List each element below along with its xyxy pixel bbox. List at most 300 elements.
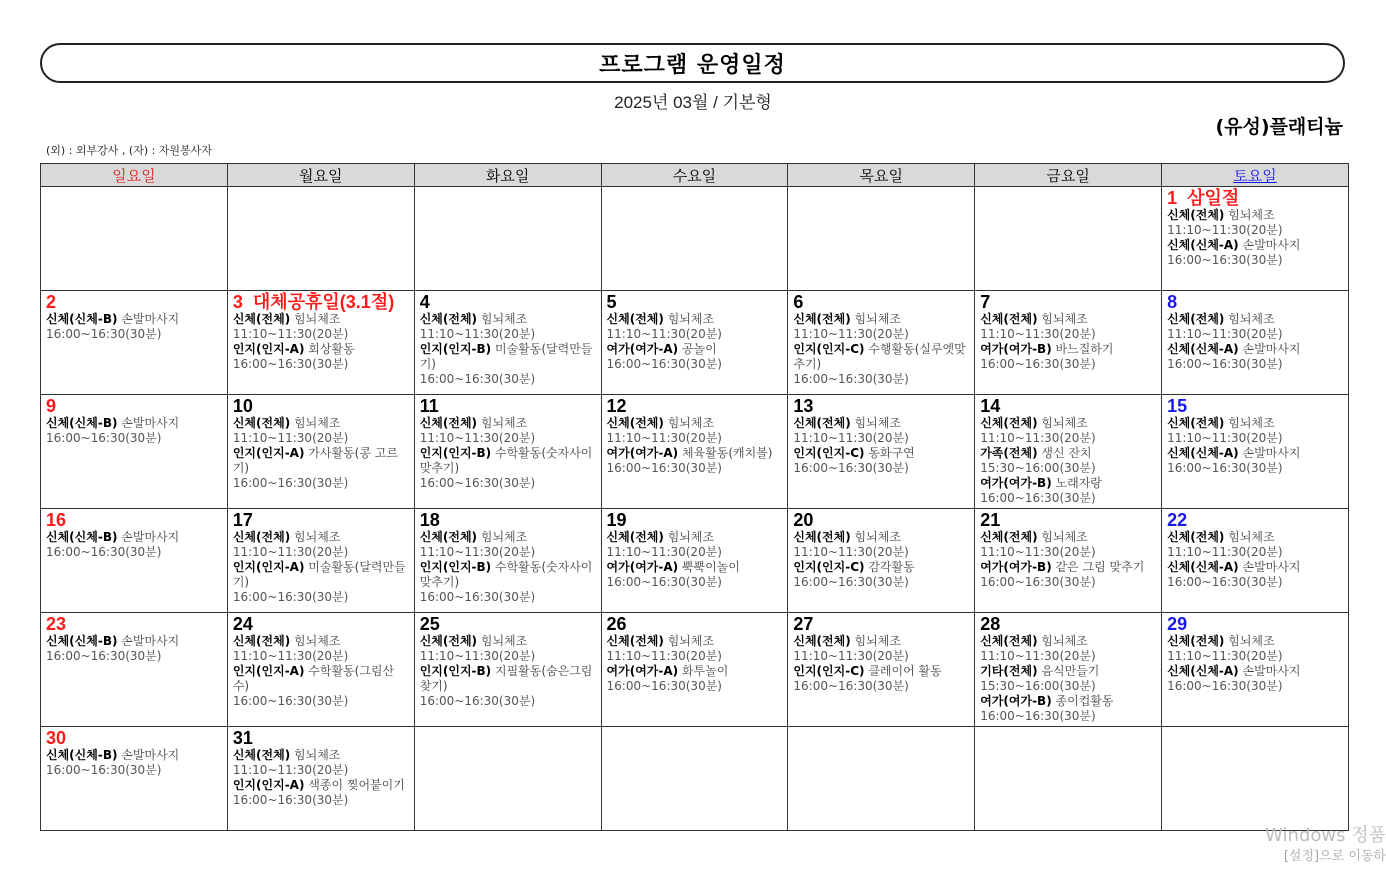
event-category: 인지(인지-A): [232, 342, 305, 356]
day-number-text: 3: [232, 292, 243, 312]
event-activity: 힘뇌체조: [1041, 530, 1088, 544]
calendar-week-row: [41, 395, 1349, 509]
event-category: 인지(인지-C): [793, 446, 865, 460]
program-event: [793, 446, 970, 476]
event-time: 16:00~16:30(30분): [793, 461, 909, 475]
program-event: [420, 560, 597, 605]
event-activity: 힘뇌체조: [294, 634, 341, 648]
program-event: [1167, 208, 1344, 238]
calendar-empty-cell: [414, 187, 601, 291]
event-category: 신체(전체): [793, 530, 851, 544]
event-activity: 뿍뿍이놀이: [681, 560, 740, 574]
program-event: [1167, 446, 1344, 476]
event-category: 여가(여가-A): [606, 560, 679, 574]
title-box: [40, 43, 1345, 83]
day-number-text: 22: [1167, 510, 1188, 530]
event-time: 16:00~16:30(30분): [606, 679, 722, 693]
event-category: 인지(인지-A): [232, 560, 305, 574]
calendar-empty-cell: [788, 727, 975, 831]
event-category: 신체(전체): [1167, 312, 1225, 326]
day-number: [420, 511, 597, 530]
event-time: 11:10~11:30(20분): [232, 431, 349, 445]
event-activity: 손발마사지: [121, 530, 180, 544]
day-number: [1167, 397, 1344, 416]
event-time: 11:10~11:30(20분): [232, 545, 349, 559]
calendar-day-cell: [227, 509, 414, 613]
day-number: [1167, 189, 1344, 208]
calendar-week-row: [41, 727, 1349, 831]
event-activity: 수학활동(숫자사이 맞추기): [419, 446, 593, 475]
calendar-empty-cell: [601, 727, 788, 831]
day-number-text: 24: [232, 614, 253, 634]
program-event: [233, 312, 410, 342]
event-activity: 수학활동(숫자사이 맞추기): [419, 560, 593, 589]
day-number-text: 19: [606, 510, 627, 530]
calendar-day-cell: [601, 613, 788, 727]
program-event: [607, 530, 784, 560]
event-activity: 힘뇌체조: [1041, 312, 1088, 326]
event-category: 신체(전체): [606, 312, 664, 326]
program-event: [1167, 664, 1344, 694]
day-number: [46, 293, 223, 312]
program-event: [1167, 312, 1344, 342]
day-number-text: 5: [606, 292, 617, 312]
day-number-text: 26: [606, 614, 627, 634]
watermark-line1: Windows 정품: [1265, 825, 1386, 846]
event-activity: 힘뇌체조: [854, 634, 901, 648]
event-activity: 손발마사지: [1242, 238, 1301, 252]
day-number-text: 7: [980, 292, 991, 312]
event-time: 11:10~11:30(20분): [793, 327, 909, 341]
event-time: 11:10~11:30(20분): [606, 649, 722, 663]
program-event: [980, 476, 1157, 506]
event-time: 16:00~16:30(30분): [1167, 461, 1283, 475]
event-time: 16:00~16:30(30분): [980, 575, 1096, 589]
event-category: 여가(여가-B): [980, 342, 1052, 356]
event-category: 신체(신체-B): [46, 416, 118, 430]
calendar-day-cell: [41, 291, 228, 395]
program-event: [793, 416, 970, 446]
event-time: 16:00~16:30(30분): [232, 357, 349, 371]
day-number: [233, 293, 410, 312]
event-activity: 힘뇌체조: [1228, 416, 1275, 430]
event-activity: 색종이 찢어붙이기: [308, 778, 405, 792]
program-event: [233, 560, 410, 605]
event-activity: 힘뇌체조: [480, 416, 528, 430]
event-time: 16:00~16:30(30분): [232, 793, 349, 807]
day-number-text: 18: [419, 510, 440, 530]
event-time: 16:00~16:30(30분): [980, 709, 1096, 723]
event-category: 인지(인지-A): [232, 664, 305, 678]
calendar-empty-cell: [414, 727, 601, 831]
event-category: 신체(전체): [1167, 208, 1225, 222]
calendar-day-cell: [1162, 509, 1349, 613]
legend-note: (외) : 외부강사 , (자) : 자원봉사자: [46, 144, 212, 157]
event-category: 인지(인지-B): [419, 560, 492, 574]
calendar-day-cell: [41, 395, 228, 509]
event-category: 인지(인지-C): [793, 342, 865, 356]
program-event: [980, 530, 1157, 560]
program-event: [420, 312, 597, 342]
event-activity: 수학활동(그림산수): [232, 664, 395, 693]
day-number-text: 1: [1167, 188, 1178, 208]
event-category: 신체(전체): [232, 530, 291, 544]
event-activity: 힘뇌체조: [480, 634, 528, 648]
event-category: 기타(전체): [980, 664, 1038, 678]
day-number: [46, 511, 223, 530]
event-category: 신체(전체): [419, 312, 478, 326]
day-number-text: 8: [1167, 292, 1178, 312]
event-activity: 감각활동: [868, 560, 915, 574]
calendar-week-row: [41, 291, 1349, 395]
day-number-text: 14: [980, 396, 1001, 416]
day-number: [980, 615, 1157, 634]
program-event: [420, 634, 597, 664]
calendar-day-cell: [975, 509, 1162, 613]
day-number: [793, 397, 970, 416]
event-activity: 힘뇌체조: [480, 312, 528, 326]
event-activity: 힘뇌체조: [667, 416, 715, 430]
calendar-empty-cell: [975, 727, 1162, 831]
event-time: 16:00~16:30(30분): [46, 327, 162, 341]
event-time: 16:00~16:30(30분): [793, 372, 909, 386]
event-activity: 힘뇌체조: [294, 530, 341, 544]
event-category: 여가(여가-B): [980, 560, 1052, 574]
event-time: 16:00~16:30(30분): [606, 575, 722, 589]
program-event: [980, 694, 1157, 724]
program-event: [793, 560, 970, 590]
event-time: 16:00~16:30(30분): [232, 476, 349, 490]
day-number: [46, 397, 223, 416]
calendar-week-row: [41, 509, 1349, 613]
calendar-day-cell: [601, 509, 788, 613]
day-number-text: 4: [419, 292, 430, 312]
event-activity: 손발마사지: [1242, 560, 1301, 574]
subtitle: 2025년 03월 / 기본형: [614, 93, 772, 112]
event-time: 11:10~11:30(20분): [793, 545, 909, 559]
calendar-day-cell: [601, 395, 788, 509]
day-number-text: 25: [419, 614, 440, 634]
event-activity: 회상활동: [308, 342, 355, 356]
day-number: [980, 511, 1157, 530]
day-number: [420, 615, 597, 634]
day-number: [420, 293, 597, 312]
event-activity: 힘뇌체조: [480, 530, 528, 544]
event-activity: 바느질하기: [1055, 342, 1114, 356]
event-activity: 화투놀이: [681, 664, 729, 678]
event-activity: 가사활동(콩 고르기): [232, 446, 398, 475]
event-category: 신체(전체): [606, 634, 664, 648]
event-category: 신체(신체-B): [46, 530, 118, 544]
event-activity: 손발마사지: [1242, 446, 1301, 460]
day-number: [46, 729, 223, 748]
event-time: 16:00~16:30(30분): [46, 649, 162, 663]
calendar-day-cell: [975, 613, 1162, 727]
calendar-day-cell: [975, 395, 1162, 509]
day-number-text: 13: [793, 396, 814, 416]
event-activity: 동화구연: [868, 446, 915, 460]
calendar-day-cell: [227, 291, 414, 395]
event-activity: 힘뇌체조: [1228, 208, 1275, 222]
event-time: 15:30~16:00(30분): [980, 679, 1096, 693]
program-event: [607, 664, 784, 694]
event-time: 11:10~11:30(20분): [419, 327, 536, 341]
calendar-body: [41, 187, 1349, 831]
event-time: 11:10~11:30(20분): [1167, 545, 1283, 559]
program-event: [233, 664, 410, 709]
weekday-sunday: 일요일: [41, 164, 228, 187]
event-time: 11:10~11:30(20분): [1167, 649, 1283, 663]
event-category: 신체(전체): [232, 634, 291, 648]
day-number: [607, 397, 784, 416]
event-activity: 힘뇌체조: [1041, 634, 1088, 648]
program-event: [46, 748, 223, 778]
event-category: 여가(여가-A): [606, 342, 679, 356]
event-activity: 힘뇌체조: [854, 416, 901, 430]
day-number-text: 20: [793, 510, 814, 530]
program-event: [980, 342, 1157, 372]
day-number-text: 29: [1167, 614, 1188, 634]
event-time: 11:10~11:30(20분): [606, 431, 722, 445]
day-number-text: 11: [419, 396, 439, 416]
event-category: 인지(인지-A): [232, 446, 305, 460]
program-event: [607, 416, 784, 446]
event-activity: 손발마사지: [121, 634, 180, 648]
day-number-text: 2: [46, 292, 57, 312]
calendar-day-cell: [1162, 395, 1349, 509]
day-number-text: 21: [980, 510, 1001, 530]
program-event: [980, 416, 1157, 446]
event-activity: 손발마사지: [1242, 664, 1301, 678]
event-activity: 힘뇌체조: [667, 634, 715, 648]
program-event: [233, 342, 410, 372]
day-number: [607, 511, 784, 530]
calendar-day-cell: [414, 613, 601, 727]
day-number-text: 6: [793, 292, 804, 312]
event-category: 여가(여가-B): [980, 476, 1052, 490]
event-activity: 손발마사지: [121, 748, 180, 762]
event-time: 11:10~11:30(20분): [1167, 327, 1283, 341]
program-event: [46, 312, 223, 342]
calendar-day-cell: [788, 395, 975, 509]
event-time: 11:10~11:30(20분): [980, 327, 1096, 341]
event-time: 16:00~16:30(30분): [793, 575, 909, 589]
event-category: 신체(신체-A): [1167, 446, 1239, 460]
event-activity: 힘뇌체조: [1228, 634, 1275, 648]
calendar-day-cell: [1162, 613, 1349, 727]
program-event: [46, 634, 223, 664]
calendar-empty-cell: [1162, 727, 1349, 831]
event-category: 신체(전체): [606, 416, 664, 430]
event-category: 가족(전체): [980, 446, 1038, 460]
program-event: [607, 634, 784, 664]
calendar-day-cell: [1162, 187, 1349, 291]
calendar-day-cell: [414, 291, 601, 395]
program-event: [607, 312, 784, 342]
program-event: [1167, 530, 1344, 560]
event-category: 인지(인지-C): [793, 560, 865, 574]
calendar-day-cell: [414, 509, 601, 613]
event-activity: 지필활동(숨은그림 찾기): [419, 664, 593, 693]
program-event: [980, 312, 1157, 342]
day-number: [233, 729, 410, 748]
program-event: [233, 778, 410, 808]
event-category: 신체(신체-A): [1167, 238, 1239, 252]
event-activity: 생신 잔치: [1041, 446, 1092, 460]
calendar-day-cell: [41, 509, 228, 613]
calendar-day-cell: [788, 291, 975, 395]
day-number-text: 28: [980, 614, 1001, 634]
event-time: 16:00~16:30(30분): [606, 357, 722, 371]
program-event: [607, 560, 784, 590]
program-event: [420, 530, 597, 560]
event-category: 신체(신체-A): [1167, 560, 1239, 574]
day-number-text: 31: [232, 728, 253, 748]
calendar-empty-cell: [601, 187, 788, 291]
calendar-day-cell: [227, 395, 414, 509]
weekday-saturday: 토요일: [1162, 164, 1349, 187]
day-number-text: 23: [46, 614, 67, 634]
event-activity: 체육활동(캐치볼): [681, 446, 773, 460]
event-time: 16:00~16:30(30분): [1167, 679, 1283, 693]
day-number: [793, 511, 970, 530]
calendar-day-cell: [975, 291, 1162, 395]
weekday-wednesday: 수요일: [601, 164, 788, 187]
program-event: [420, 664, 597, 709]
program-event: [607, 342, 784, 372]
event-category: 여가(여가-B): [980, 694, 1052, 708]
day-number: [233, 397, 410, 416]
event-time: 16:00~16:30(30분): [419, 590, 536, 604]
calendar-day-cell: [788, 613, 975, 727]
event-category: 신체(전체): [793, 634, 851, 648]
event-category: 신체(전체): [232, 312, 291, 326]
event-category: 신체(전체): [232, 748, 291, 762]
event-activity: 노래자랑: [1055, 476, 1102, 490]
day-number-text: 17: [232, 510, 253, 530]
event-time: 11:10~11:30(20분): [793, 431, 909, 445]
day-number: [420, 397, 597, 416]
event-time: 11:10~11:30(20분): [419, 431, 536, 445]
holiday-label: 대체공휴일(3.1절): [252, 292, 395, 312]
event-activity: 힘뇌체조: [854, 530, 901, 544]
program-event: [420, 342, 597, 387]
event-time: 11:10~11:30(20분): [232, 649, 349, 663]
calendar-week-row: [41, 613, 1349, 727]
program-event: [420, 446, 597, 491]
weekday-header-row: [41, 164, 1349, 187]
event-time: 16:00~16:30(30분): [419, 372, 536, 386]
event-time: 16:00~16:30(30분): [1167, 575, 1283, 589]
program-event: [233, 748, 410, 778]
event-time: 16:00~16:30(30분): [1167, 253, 1283, 267]
event-activity: 힘뇌체조: [294, 312, 341, 326]
weekday-monday: 월요일: [227, 164, 414, 187]
event-time: 11:10~11:30(20분): [606, 545, 722, 559]
day-number-text: 10: [232, 396, 253, 416]
day-number-text: 12: [606, 396, 627, 416]
weekday-tuesday: 화요일: [414, 164, 601, 187]
event-time: 15:30~16:00(30분): [980, 461, 1096, 475]
event-activity: 미술활동(달력만들기): [232, 560, 406, 589]
event-category: 신체(신체-A): [1167, 664, 1239, 678]
program-event: [46, 416, 223, 446]
event-activity: 힘뇌체조: [1228, 312, 1275, 326]
program-event: [1167, 416, 1344, 446]
event-category: 신체(전체): [1167, 416, 1225, 430]
event-category: 신체(전체): [980, 312, 1038, 326]
day-number-text: 27: [793, 614, 814, 634]
program-event: [793, 664, 970, 694]
event-time: 11:10~11:30(20분): [232, 763, 349, 777]
event-time: 16:00~16:30(30분): [1167, 357, 1283, 371]
day-number-text: 30: [46, 728, 67, 748]
event-activity: 힘뇌체조: [667, 312, 715, 326]
program-event: [980, 446, 1157, 476]
event-activity: 미술활동(달력만들기): [419, 342, 593, 371]
program-event: [233, 446, 410, 491]
program-event: [420, 416, 597, 446]
program-event: [793, 342, 970, 387]
day-number-text: 16: [46, 510, 67, 530]
event-time: 11:10~11:30(20분): [1167, 223, 1283, 237]
event-time: 11:10~11:30(20분): [419, 545, 536, 559]
event-activity: 같은 그림 맞추기: [1055, 560, 1145, 574]
day-number: [607, 293, 784, 312]
calendar-empty-cell: [41, 187, 228, 291]
program-event: [793, 530, 970, 560]
event-activity: 힘뇌체조: [667, 530, 715, 544]
event-time: 16:00~16:30(30분): [46, 763, 162, 777]
day-number: [233, 615, 410, 634]
event-time: 11:10~11:30(20분): [980, 649, 1096, 663]
event-category: 신체(전체): [419, 634, 478, 648]
event-category: 여가(여가-A): [606, 446, 679, 460]
calendar-empty-cell: [788, 187, 975, 291]
event-time: 16:00~16:30(30분): [793, 679, 909, 693]
calendar-empty-cell: [227, 187, 414, 291]
weekday-friday: 금요일: [975, 164, 1162, 187]
program-event: [980, 664, 1157, 694]
event-activity: 힘뇌체조: [294, 416, 341, 430]
event-time: 16:00~16:30(30분): [232, 694, 349, 708]
day-number: [980, 293, 1157, 312]
program-event: [233, 530, 410, 560]
day-number: [793, 615, 970, 634]
event-category: 인지(인지-B): [419, 342, 492, 356]
event-time: 11:10~11:30(20분): [606, 327, 722, 341]
calendar-table: [40, 163, 1349, 831]
calendar-day-cell: [227, 613, 414, 727]
program-event: [233, 416, 410, 446]
event-category: 신체(전체): [1167, 530, 1225, 544]
calendar-day-cell: [1162, 291, 1349, 395]
program-event: [1167, 342, 1344, 372]
event-category: 신체(신체-B): [46, 634, 118, 648]
day-number: [793, 293, 970, 312]
event-activity: 힘뇌체조: [1228, 530, 1275, 544]
day-number: [46, 615, 223, 634]
event-time: 16:00~16:30(30분): [980, 491, 1096, 505]
calendar-day-cell: [788, 509, 975, 613]
event-activity: 힘뇌체조: [1041, 416, 1088, 430]
event-time: 16:00~16:30(30분): [419, 694, 536, 708]
event-activity: 종이컵활동: [1055, 694, 1114, 708]
event-category: 인지(인지-B): [419, 446, 492, 460]
event-activity: 수행활동(실루엣맞추기): [793, 342, 966, 371]
program-event: [980, 560, 1157, 590]
calendar-week-row: [41, 187, 1349, 291]
